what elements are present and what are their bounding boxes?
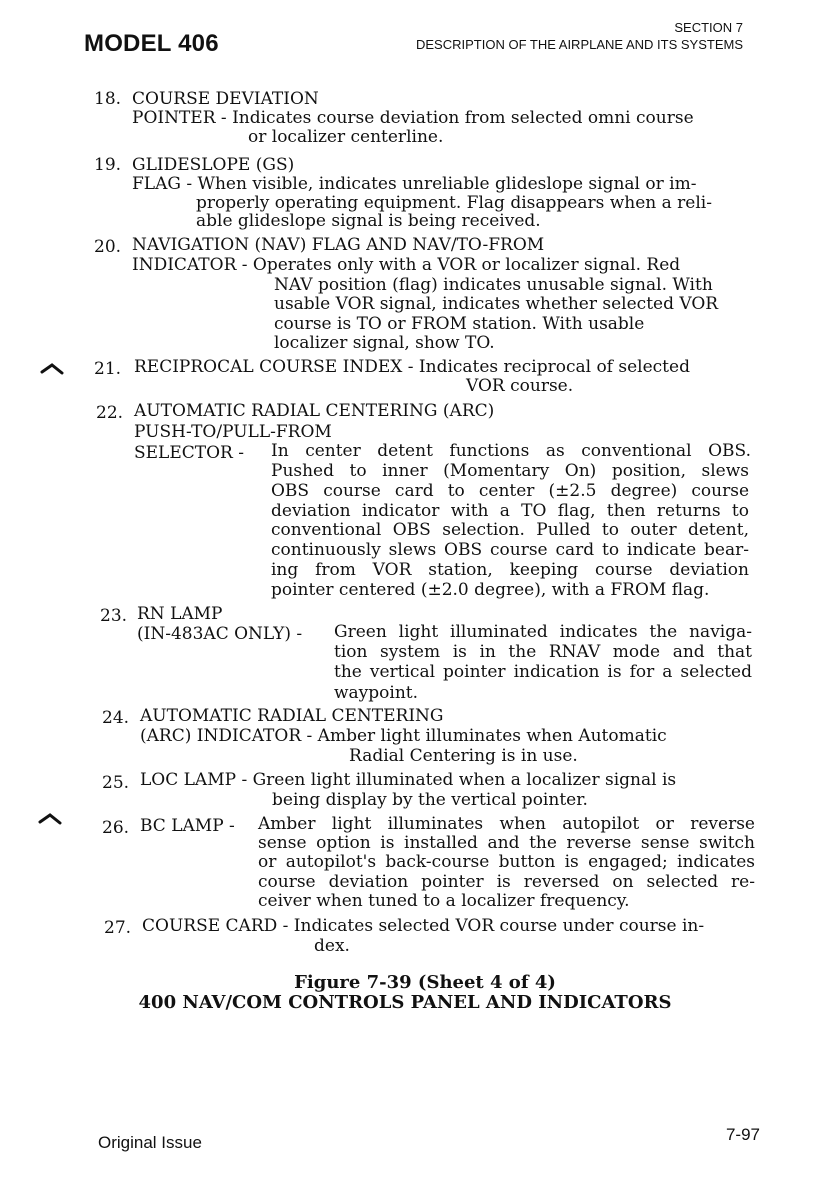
item-27-line-1: COURSE CARD - Indicates selected VOR course under course in- <box>142 916 705 936</box>
item-20-line-6: localizer signal, show TO. <box>274 333 495 353</box>
item-23-line-2: Green light illuminated indicates the naviga- <box>334 622 752 642</box>
item-22-line-2: PUSH-TO/PULL-FROM <box>134 422 332 442</box>
model-title: MODEL 406 <box>84 30 219 57</box>
item-26-line-2: sense option is installed and the reverse sense switch <box>258 833 755 853</box>
item-19-line-3: properly operating equipment. Flag disappears when a reli- <box>196 193 712 213</box>
item-22-line-4: Pushed to inner (Momentary On) position, slews <box>271 461 749 481</box>
item-20-line-4: usable VOR signal, indicates whether selected VOR <box>274 294 719 314</box>
item-19-number: 19. <box>94 155 122 175</box>
item-22-line-10: pointer centered (±2.0 degree), with a FROM flag. <box>271 580 710 600</box>
item-24-line-3: Radial Centering is in use. <box>349 746 578 766</box>
item-21-line-1: RECIPROCAL COURSE INDEX - Indicates reciprocal of selected <box>134 357 690 377</box>
item-25-number: 25. <box>102 773 130 793</box>
item-19-line-1: GLIDESLOPE (GS) <box>132 155 295 175</box>
item-23-number: 23. <box>100 606 128 626</box>
item-22-line-9: ing from VOR station, keeping course deviation <box>271 560 749 580</box>
item-22-line-8: continuously slews OBS course card to indicate bear- <box>271 540 749 560</box>
item-23-line-5: waypoint. <box>334 683 419 703</box>
item-22-line-5: OBS course card to center (±2.5 degree) course <box>271 481 749 501</box>
item-20-line-2: INDICATOR - Operates only with a VOR or localizer signal. Red <box>132 255 681 275</box>
item-20-line-3: NAV position (flag) indicates unusable signal. With <box>274 275 713 295</box>
figure-title: 400 NAV/COM CONTROLS PANEL AND INDICATORS <box>138 992 672 1013</box>
item-26-line-1-label: BC LAMP - <box>140 816 235 836</box>
item-25-line-2: being display by the vertical pointer. <box>272 790 588 810</box>
item-20-number: 20. <box>94 237 122 257</box>
page-number: 7-97 <box>725 1125 760 1144</box>
item-20-line-5: course is TO or FROM station. With usable <box>274 314 645 334</box>
item-18-line-1: COURSE DEVIATION <box>132 89 319 109</box>
item-23-line-4: the vertical pointer indication is for a selected <box>334 662 752 682</box>
item-21-line-2: VOR course. <box>466 376 574 396</box>
item-26-line-4: course deviation pointer is reversed on selected re- <box>258 872 755 892</box>
section-label: SECTION 7 <box>674 20 743 35</box>
item-20-line-1: NAVIGATION (NAV) FLAG AND NAV/TO-FROM <box>132 235 545 255</box>
footer-issue: Original Issue <box>98 1133 202 1152</box>
item-22-line-6: deviation indicator with a TO flag, then returns to <box>271 501 749 521</box>
section-description: DESCRIPTION OF THE AIRPLANE AND ITS SYSTEMS <box>416 37 743 52</box>
item-27-line-2: dex. <box>314 936 350 956</box>
item-22-line-7: conventional OBS selection. Pulled to outer detent, <box>271 520 749 540</box>
item-19-line-4: able glideslope signal is being received. <box>196 211 541 231</box>
item-22-number: 22. <box>96 403 124 423</box>
item-24-number: 24. <box>102 708 130 728</box>
item-24-line-2: (ARC) INDICATOR - Amber light illuminates when Automatic <box>140 726 667 746</box>
item-23-line-1: RN LAMP <box>137 604 223 624</box>
item-26-line-1: Amber light illuminates when autopilot or reverse <box>258 814 755 834</box>
item-18-line-3: or localizer centerline. <box>248 127 444 147</box>
item-22-line-1: AUTOMATIC RADIAL CENTERING (ARC) <box>134 401 495 421</box>
item-26-number: 26. <box>102 818 130 838</box>
item-26-line-3: or autopilot's back-course button is engaged; indicates <box>258 852 755 872</box>
item-23-line-2-label: (IN-483AC ONLY) - <box>137 624 303 644</box>
item-19-line-2: FLAG - When visible, indicates unreliable glideslope signal or im- <box>132 174 697 194</box>
item-26-line-5: ceiver when tuned to a localizer frequency. <box>258 891 630 911</box>
item-24-line-1: AUTOMATIC RADIAL CENTERING <box>140 706 444 726</box>
item-18-line-2: POINTER - Indicates course deviation from selected omni course <box>132 108 694 128</box>
item-22-line-3-label: SELECTOR - <box>134 443 244 463</box>
item-21-number: 21. <box>94 359 122 379</box>
item-27-number: 27. <box>104 918 132 938</box>
figure-number: Figure 7-39 (Sheet 4 of 4) <box>294 972 556 993</box>
item-22-line-3: In center detent functions as conventional OBS. <box>271 441 751 461</box>
item-23-line-3: tion system is in the RNAV mode and that <box>334 642 752 662</box>
item-25-line-1: LOC LAMP - Green light illuminated when a localizer signal is <box>140 770 677 790</box>
item-18-number: 18. <box>94 89 122 109</box>
